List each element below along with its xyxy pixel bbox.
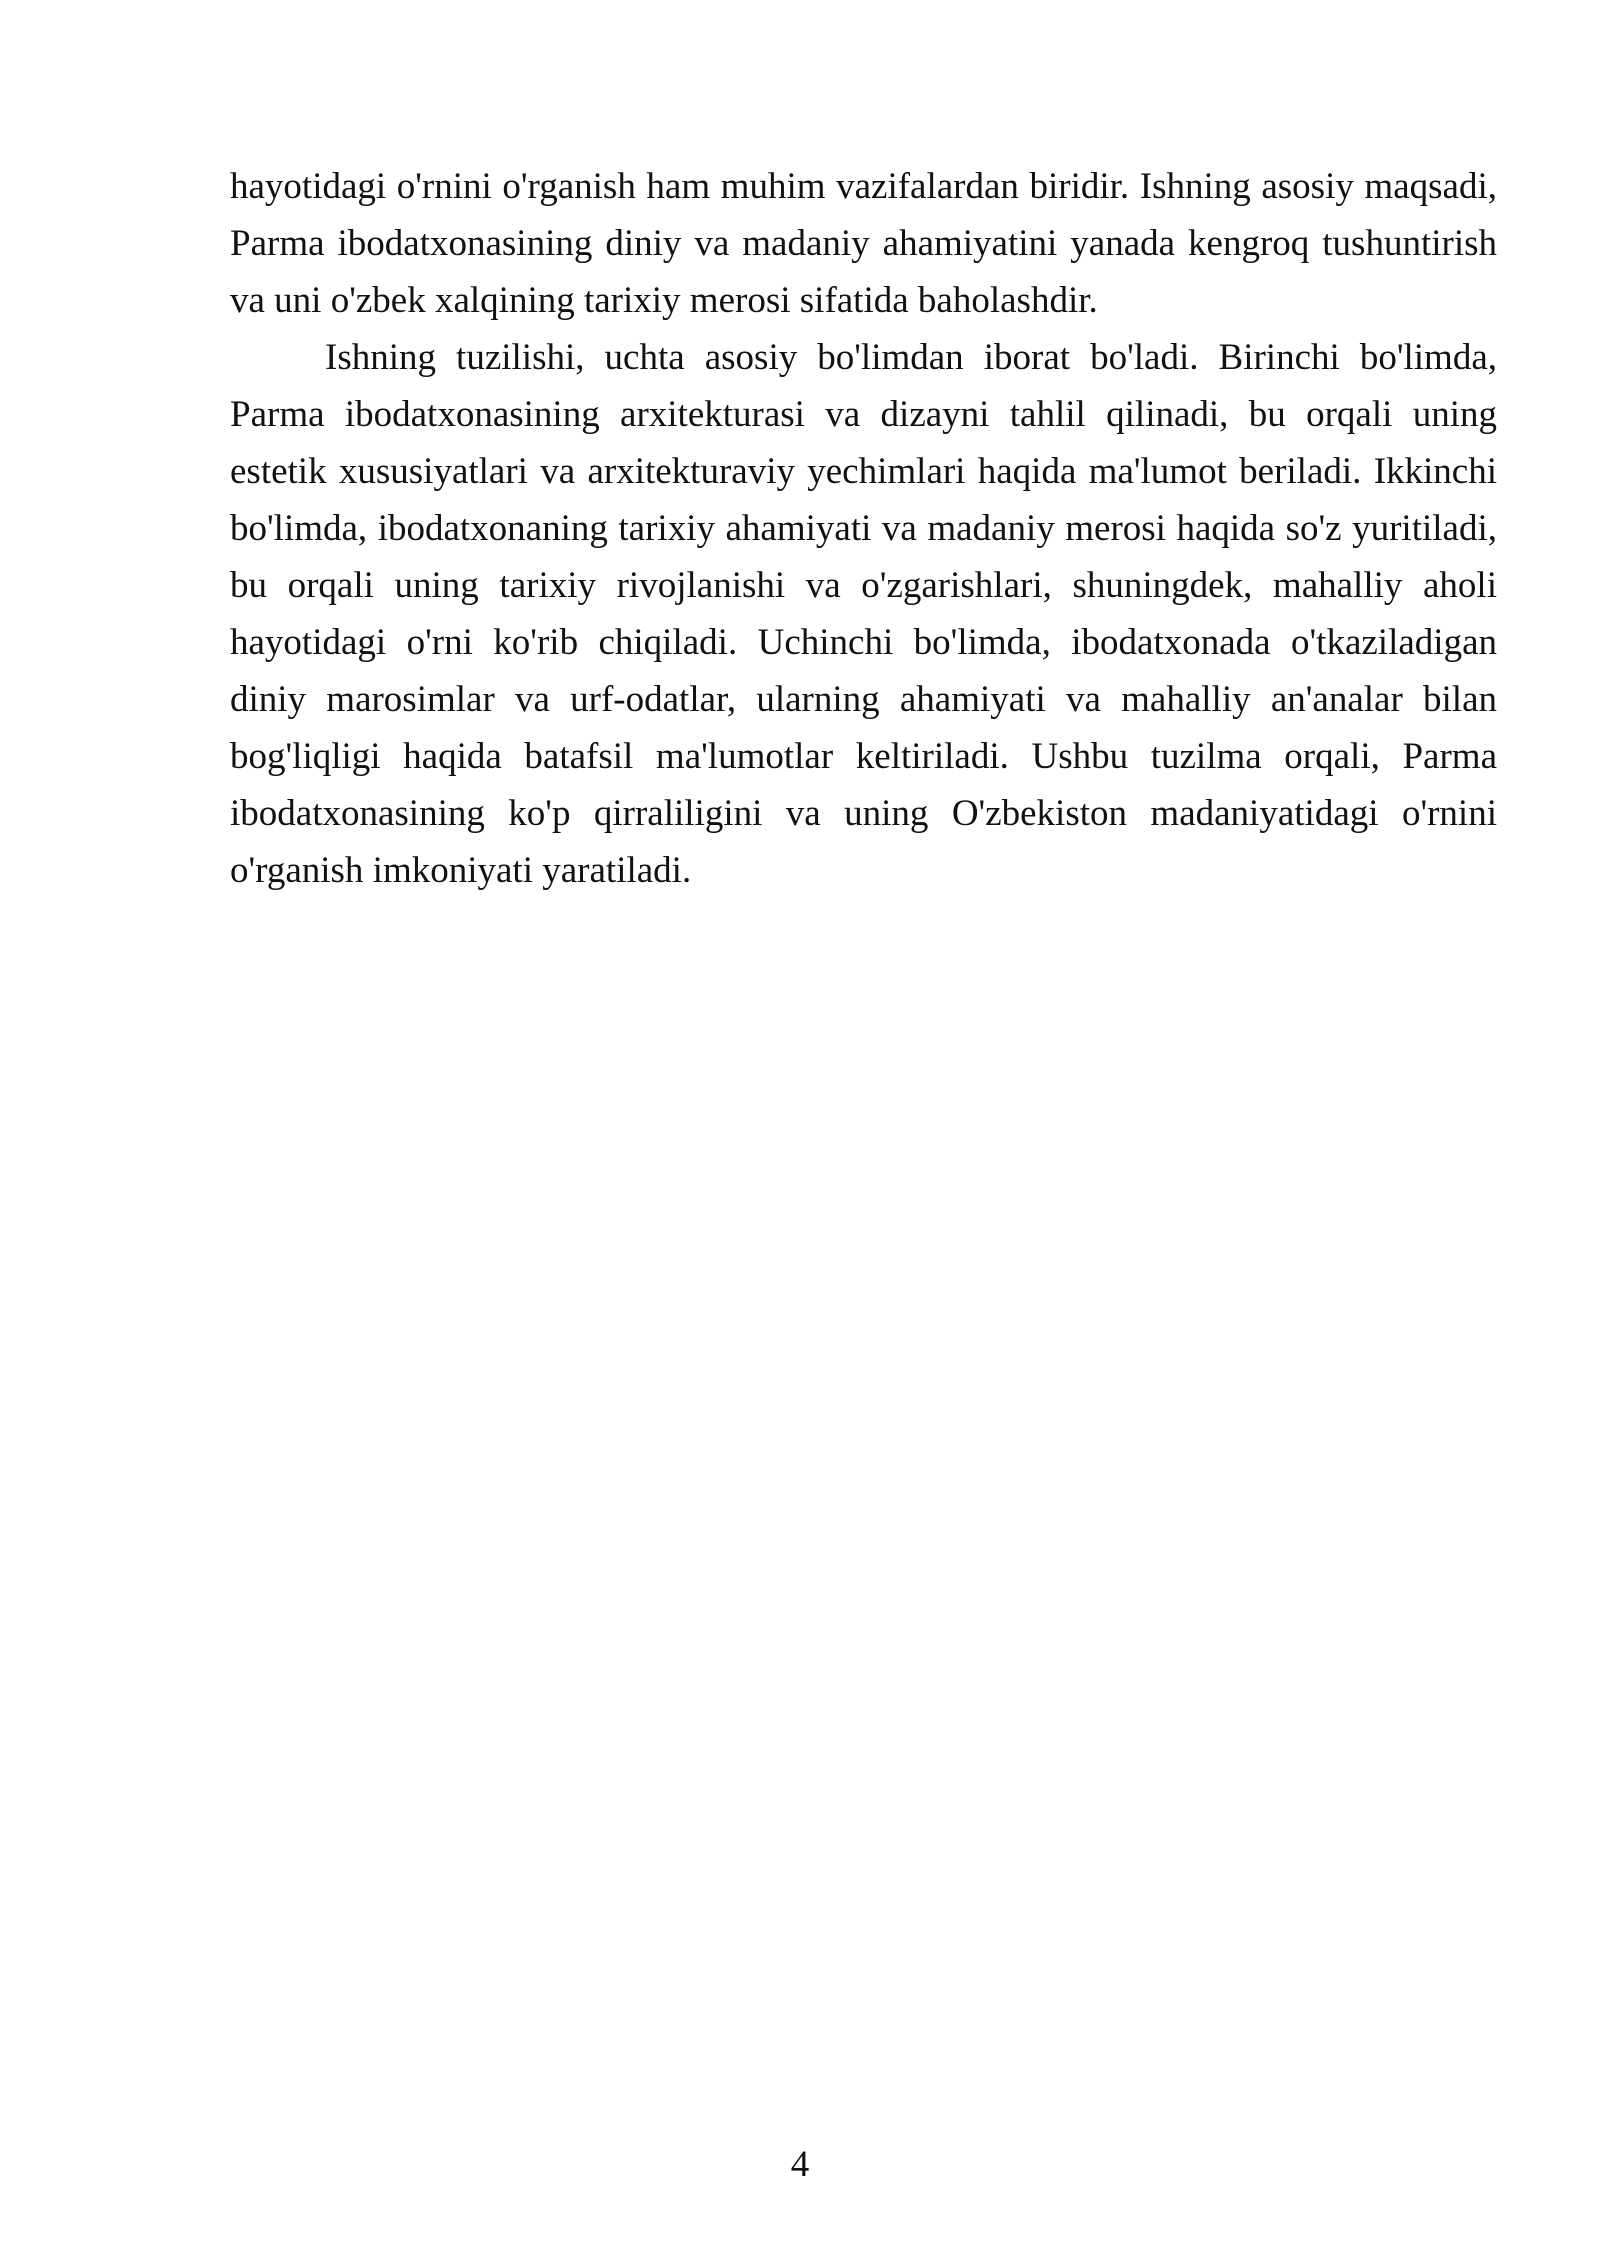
body-text — [230, 158, 1497, 899]
paragraph-structure: Ishning tuzilishi, uchta asosiy bo'limdan iborat bo'ladi. Birinchi bo'limda, Parma ibodatxonasining arxitekturasi va dizayni tahlil qilinadi, bu orqali uning estetik xususiyatlari va arxitekturaviy yechimlari haqida ma'lumot beriladi. Ikkinchi bo'limda, ibodatxonaning tarixiy ahamiyati va madaniy merosi haqida so'z yuritiladi, bu orqali uning tarixiy rivojlanishi va o'zgarishlari, shuningdek, mahalliy aholi hayotidagi o'rni ko'rib chiqiladi. Uchinchi bo'limda, ibodatxonada o'tkaziladigan diniy marosimlar va urf-odatlar, ularning ahamiyati va mahalliy an'analar bilan bog'liqligi haqida batafsil ma'lumotlar keltiriladi. Ushbu tuzilma orqali, Parma ibodatxonasining ko'p qirraliligini va uning O'zbekiston madaniyatidagi o'rnini o'rganish imkoniyati yaratiladi. — [230, 337, 1497, 891]
paragraph-continuation: hayotidagi o'rnini o'rganish ham muhim vazifalardan biridir. Ishning asosiy maqsadi, Parma ibodatxonasining diniy va madaniy ahamiyatini yanada kengroq tushuntirish va uni o'zbek xalqining tarixiy merosi sifatida baholashdir. — [230, 166, 1497, 321]
page-number: 4 — [790, 2144, 810, 2185]
